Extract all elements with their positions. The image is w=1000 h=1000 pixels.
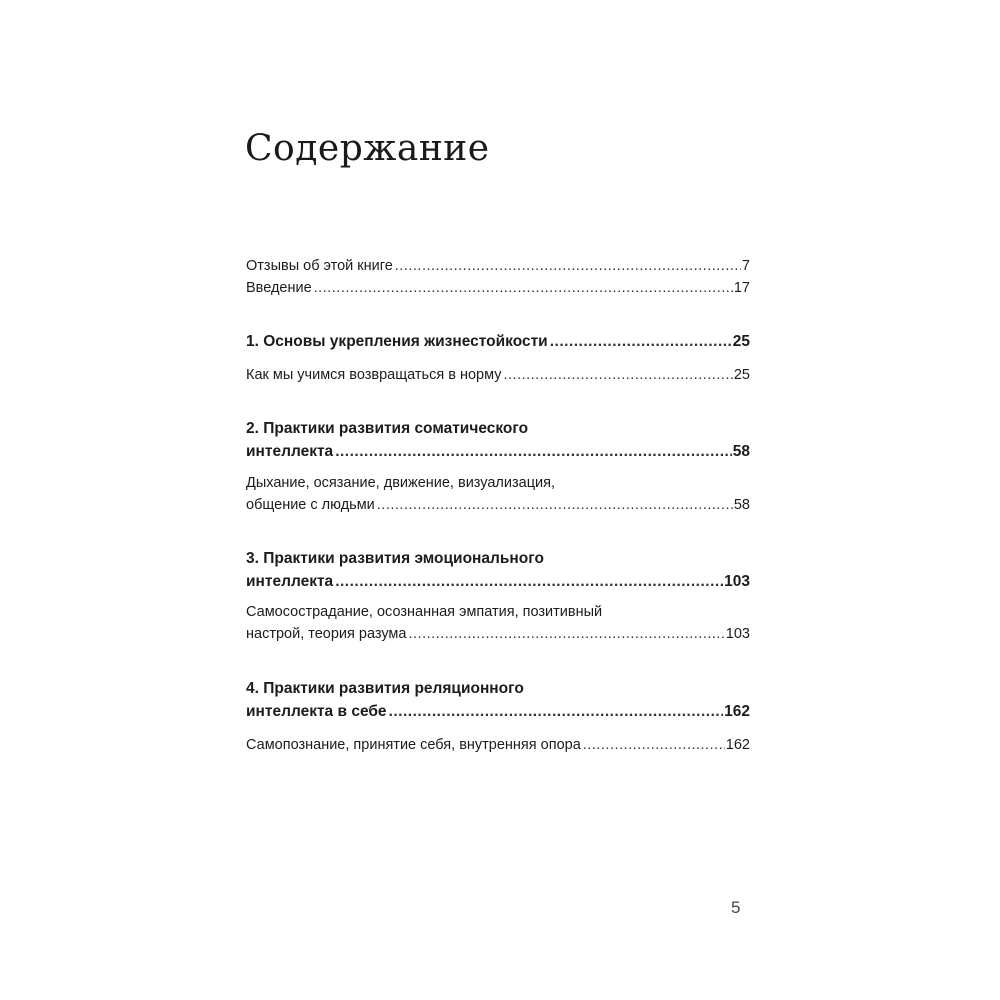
toc-section-entry[interactable]: [246, 623, 750, 645]
dot-leader: [335, 440, 732, 463]
toc-chapter-3-sections: [246, 601, 750, 645]
dot-leader: [395, 255, 741, 277]
toc-entry-page: 17: [733, 280, 750, 296]
toc-section-entry[interactable]: [246, 494, 750, 516]
dot-leader: [335, 570, 723, 593]
chapter-title: 4. Практики развития реляционного: [246, 680, 524, 697]
toc-entry-reviews[interactable]: [246, 255, 750, 277]
dot-leader: [503, 364, 732, 386]
section-page: 25: [733, 367, 750, 383]
chapter-title: 3. Практики развития эмоционального: [246, 550, 544, 567]
toc-front-matter: [246, 255, 750, 299]
chapter-heading[interactable]: [246, 330, 750, 353]
page-title: Содержание: [245, 128, 490, 169]
page-number: 5: [731, 898, 741, 917]
toc-chapter-2: [246, 417, 750, 463]
section-label: Дыхание, осязание, движение, визуализация,: [246, 475, 555, 491]
section-label: Как мы учимся возвращаться в норму: [246, 367, 502, 383]
chapter-heading[interactable]: [246, 700, 750, 723]
toc-chapter-2-sections: [246, 472, 750, 516]
chapter-page: 103: [724, 573, 750, 590]
toc-chapter-4-sections: [246, 734, 750, 756]
section-label-continued: настрой, теория разума: [246, 626, 407, 642]
toc-entry-introduction[interactable]: [246, 277, 750, 299]
toc-chapter-3: [246, 547, 750, 593]
section-label-continued: общение с людьми: [246, 497, 375, 513]
toc-entry-page: 7: [741, 258, 750, 274]
dot-leader: [314, 277, 733, 299]
dot-leader: [389, 700, 724, 723]
toc-entry-label: Введение: [246, 280, 312, 296]
chapter-title-continued: интеллекта в себе: [246, 703, 387, 720]
toc-chapter-1: [246, 330, 750, 353]
dot-leader: [408, 623, 724, 645]
toc-section-entry[interactable]: [246, 364, 750, 386]
section-page: 58: [733, 497, 750, 513]
dot-leader: [583, 734, 725, 756]
toc-entry-label: Отзывы об этой книге: [246, 258, 393, 274]
section-label: Самопознание, принятие себя, внутренняя опора: [246, 737, 581, 753]
chapter-page: 25: [732, 333, 750, 350]
toc-section-entry[interactable]: [246, 734, 750, 756]
section-page: 162: [725, 737, 750, 753]
chapter-heading[interactable]: [246, 570, 750, 593]
section-label: Самосострадание, осознанная эмпатия, позитивный: [246, 604, 603, 620]
chapter-title-continued: интеллекта: [246, 573, 334, 590]
chapter-title-continued: интеллекта: [246, 443, 334, 460]
dot-leader: [377, 494, 733, 516]
dot-leader: [550, 330, 732, 353]
chapter-page: 58: [732, 443, 750, 460]
toc-chapter-1-sections: [246, 364, 750, 386]
chapter-title: 2. Практики развития соматического: [246, 420, 529, 437]
section-page: 103: [725, 626, 750, 642]
toc-chapter-4: [246, 677, 750, 723]
chapter-title: 1. Основы укрепления жизнестойкости: [246, 333, 548, 350]
chapter-page: 162: [724, 703, 750, 720]
chapter-heading[interactable]: [246, 440, 750, 463]
